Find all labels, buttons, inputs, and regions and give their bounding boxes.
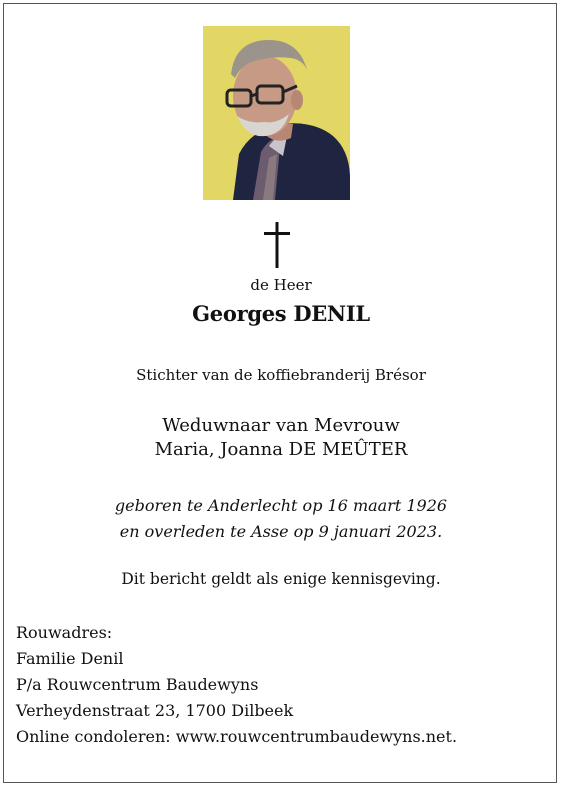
death-line: en overleden te Asse op 9 januari 2023. bbox=[119, 522, 443, 541]
cross-icon bbox=[262, 222, 292, 268]
spouse-name: Maria, Joanna DE MEÛTER bbox=[154, 439, 408, 460]
widow-line: Weduwnaar van Mevrouw bbox=[162, 415, 400, 436]
notice-line: Dit bericht geldt als enige kennisgeving. bbox=[121, 570, 441, 588]
address-family: Familie Denil bbox=[16, 649, 124, 668]
deceased-name: Georges DENIL bbox=[192, 301, 370, 326]
widow-block bbox=[0, 414, 562, 462]
honorific: de Heer bbox=[250, 276, 312, 294]
dates-block bbox=[0, 493, 562, 545]
founder-line: Stichter van de koffiebranderij Brésor bbox=[136, 366, 426, 384]
address-street: Verheydenstraat 23, 1700 Dilbeek bbox=[16, 701, 294, 720]
address-heading: Rouwadres: bbox=[16, 623, 113, 642]
birth-line: geboren te Anderlecht op 16 maart 1926 bbox=[114, 496, 448, 515]
address-funeral-home: P/a Rouwcentrum Baudewyns bbox=[16, 675, 259, 694]
portrait-photo bbox=[203, 26, 350, 200]
condolence-website: Online condoleren: www.rouwcentrumbaudewyns.net. bbox=[16, 727, 458, 746]
address-block bbox=[16, 620, 457, 750]
